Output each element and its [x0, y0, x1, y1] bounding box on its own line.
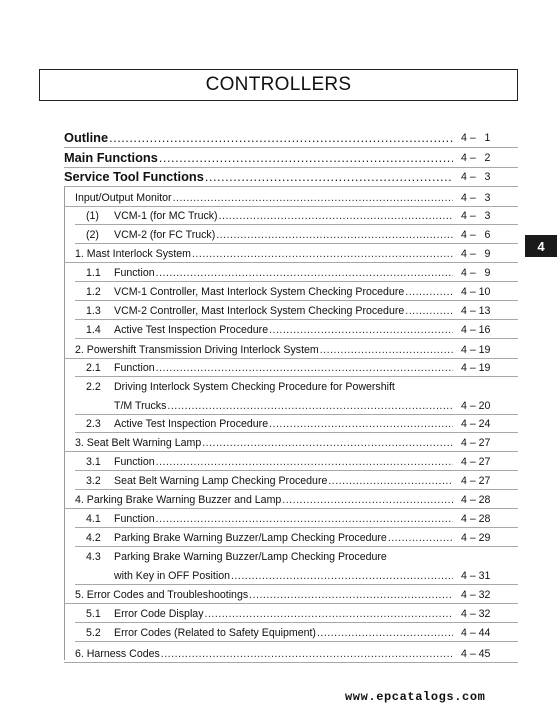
toc-entry-page: 4 – 27	[461, 437, 491, 449]
dot-leader	[317, 624, 453, 642]
toc-entry-number: 3.2	[86, 475, 101, 487]
toc-entry-page: 4 – 3	[461, 171, 491, 183]
toc-entry[interactable]	[0, 359, 557, 377]
toc-entry-label: with Key in OFF Position	[114, 570, 230, 582]
row-divider	[75, 300, 518, 301]
dot-leader	[269, 321, 453, 339]
row-divider	[75, 489, 518, 490]
toc-entry-label: Seat Belt Warning Lamp Checking Procedure	[114, 475, 328, 487]
toc-entry-page: 4 – 28	[461, 494, 491, 506]
toc-entry[interactable]	[0, 264, 557, 282]
toc-entry-label: 3. Seat Belt Warning Lamp	[75, 437, 202, 449]
toc-entry-label: Input/Output Monitor	[75, 192, 172, 204]
toc-entry-number: 4.1	[86, 513, 101, 525]
toc-entry-number: 4.3	[86, 551, 101, 563]
toc-entry-label: Parking Brake Warning Buzzer/Lamp Checking Procedure	[114, 551, 387, 563]
toc-entry-page: 4 – 19	[461, 344, 491, 356]
toc-entry-page: 4 – 2	[461, 152, 491, 164]
toc-entry-number: 1.3	[86, 305, 101, 317]
toc-entry-label: Outline	[64, 130, 109, 145]
row-divider	[75, 338, 518, 339]
toc-entry-number: 5.2	[86, 627, 101, 639]
toc-entry[interactable]	[0, 529, 557, 547]
toc-entry-number: 1.2	[86, 286, 101, 298]
chapter-tab: 4	[525, 235, 557, 257]
toc-entry-page: 4 – 45	[461, 648, 491, 660]
toc-entry[interactable]	[0, 434, 557, 452]
dot-leader	[167, 397, 453, 415]
dot-leader	[388, 529, 453, 547]
toc-entry-label: Parking Brake Warning Buzzer/Lamp Checking Procedure	[114, 532, 387, 544]
toc-entry-page: 4 – 32	[461, 608, 491, 620]
row-divider	[75, 641, 518, 642]
toc-entry-page: 4 – 24	[461, 418, 491, 430]
row-divider	[75, 470, 518, 471]
row-divider	[75, 376, 518, 377]
toc-entry[interactable]	[0, 378, 557, 396]
row-divider	[75, 432, 518, 433]
toc-entry-label: 2. Powershift Transmission Driving Interlock System	[75, 344, 319, 356]
toc-entry-page: 4 – 31	[461, 570, 491, 582]
dot-leader	[328, 472, 453, 490]
toc-entry-label: Active Test Inspection Procedure	[114, 418, 269, 430]
toc-entry[interactable]	[0, 128, 557, 148]
toc-entry-label: Error Code Display	[114, 608, 204, 620]
toc-entry-page: 4 – 32	[461, 589, 491, 601]
toc-entry[interactable]	[0, 207, 557, 225]
toc-entry-page: 4 – 19	[461, 362, 491, 374]
row-divider	[64, 186, 518, 187]
row-divider	[64, 262, 518, 263]
watermark: www.epcatalogs.com	[345, 690, 486, 704]
row-divider	[75, 622, 518, 623]
toc-entry[interactable]	[0, 148, 557, 168]
row-divider	[75, 319, 518, 320]
toc-entry-label: Service Tool Functions	[64, 169, 204, 184]
toc-entry-page: 4 – 44	[461, 627, 491, 639]
toc-entry-page: 4 – 9	[461, 267, 491, 279]
toc-entry-label: VCM-2 Controller, Mast Interlock System Checking Procedure	[114, 305, 405, 317]
toc-entry-number: 5.1	[86, 608, 101, 620]
toc-entry-page: 4 – 28	[461, 513, 491, 525]
toc-entry[interactable]	[0, 167, 557, 187]
toc-entry-page: 4 – 3	[461, 210, 491, 222]
dot-leader	[205, 167, 453, 187]
toc-entry-label: T/M Trucks	[114, 400, 167, 412]
dot-leader	[231, 567, 453, 585]
dot-leader	[156, 264, 453, 282]
toc-entry-label: 1. Mast Interlock System	[75, 248, 191, 260]
toc-entry[interactable]	[0, 341, 557, 359]
dot-leader	[156, 510, 453, 528]
toc-entry[interactable]	[0, 302, 557, 320]
toc-entry-label: 4. Parking Brake Warning Buzzer and Lamp	[75, 494, 282, 506]
toc-entry-label: 5. Error Codes and Troubleshootings	[75, 589, 249, 601]
toc-entry-page: 4 – 13	[461, 305, 491, 317]
toc-entry[interactable]	[0, 397, 557, 415]
toc-entry-page: 4 – 3	[461, 192, 491, 204]
toc-entry[interactable]	[0, 453, 557, 471]
toc-entry[interactable]	[0, 283, 557, 301]
toc-entry-page: 4 – 9	[461, 248, 491, 260]
toc-entry-number: (1)	[86, 210, 99, 222]
toc-entry-number: 4.2	[86, 532, 101, 544]
dot-leader	[173, 189, 453, 207]
dot-leader	[269, 415, 453, 433]
toc-entry[interactable]	[0, 472, 557, 490]
toc-entry-number: 1.4	[86, 324, 101, 336]
toc-entry[interactable]	[0, 491, 557, 509]
toc-entry-page: 4 – 6	[461, 229, 491, 241]
toc-entry-label: 6. Harness Codes	[75, 648, 160, 660]
toc-entry[interactable]	[0, 605, 557, 623]
page-title: CONTROLLERS	[39, 69, 518, 101]
row-divider	[75, 546, 518, 547]
toc-entry-number: (2)	[86, 229, 99, 241]
row-divider	[64, 662, 518, 663]
dot-leader	[282, 491, 453, 509]
dot-leader	[405, 302, 453, 320]
row-divider	[75, 281, 518, 282]
dot-leader	[320, 341, 453, 359]
toc-entry[interactable]	[0, 226, 557, 244]
row-divider	[75, 584, 518, 585]
toc-entry[interactable]	[0, 624, 557, 642]
toc-entry[interactable]	[0, 415, 557, 433]
toc-entry-label: Function	[114, 456, 155, 468]
dot-leader	[216, 226, 453, 244]
dot-leader	[156, 453, 453, 471]
toc-entry-label: Driving Interlock System Checking Procedure for Powershift	[114, 381, 395, 393]
toc-entry-page: 4 – 29	[461, 532, 491, 544]
toc-entry-label: Function	[114, 267, 155, 279]
dot-leader	[161, 645, 453, 663]
toc-entry-label: VCM-2 (for FC Truck)	[114, 229, 216, 241]
row-divider	[64, 451, 518, 452]
row-divider	[64, 508, 518, 509]
toc-entry-page: 4 – 20	[461, 400, 491, 412]
toc-entry-number: 2.1	[86, 362, 101, 374]
dot-leader	[405, 283, 453, 301]
toc-entry-label: VCM-1 Controller, Mast Interlock System Checking Procedure	[114, 286, 405, 298]
toc-entry-label: VCM-1 (for MC Truck)	[114, 210, 218, 222]
dot-leader	[219, 207, 453, 225]
toc-entry-number: 1.1	[86, 267, 101, 279]
toc-entry-page: 4 – 16	[461, 324, 491, 336]
row-divider	[75, 527, 518, 528]
dot-leader	[205, 605, 454, 623]
toc-entry-label: Active Test Inspection Procedure	[114, 324, 269, 336]
dot-leader	[388, 548, 453, 566]
toc-entry[interactable]	[0, 321, 557, 339]
toc-entry-page: 4 – 10	[461, 286, 491, 298]
toc-entry[interactable]	[0, 245, 557, 263]
dot-leader	[159, 148, 453, 168]
toc-entry-page: 4 – 27	[461, 456, 491, 468]
toc-entry-number: 3.1	[86, 456, 101, 468]
dot-leader	[249, 586, 453, 604]
toc-entry-number: 2.3	[86, 418, 101, 430]
dot-leader	[396, 378, 453, 396]
row-divider	[75, 243, 518, 244]
toc-entry[interactable]	[0, 510, 557, 528]
toc-entry-label: Function	[114, 362, 155, 374]
toc-entry-label: Function	[114, 513, 155, 525]
toc-entry-page: 4 – 27	[461, 475, 491, 487]
dot-leader	[202, 434, 453, 452]
toc-entry-label: Main Functions	[64, 150, 158, 165]
row-divider	[75, 224, 518, 225]
toc-entry-page: 4 – 1	[461, 132, 491, 144]
dot-leader	[156, 359, 453, 377]
toc-entry[interactable]	[0, 548, 557, 566]
toc-entry-number: 2.2	[86, 381, 101, 393]
toc-entry[interactable]	[0, 645, 557, 663]
row-divider	[64, 603, 518, 604]
toc-entry[interactable]	[0, 189, 557, 207]
dot-leader	[109, 128, 453, 148]
toc-entry-label: Error Codes (Related to Safety Equipment)	[114, 627, 316, 639]
toc-entry[interactable]	[0, 586, 557, 604]
dot-leader	[192, 245, 453, 263]
toc-entry[interactable]	[0, 567, 557, 585]
